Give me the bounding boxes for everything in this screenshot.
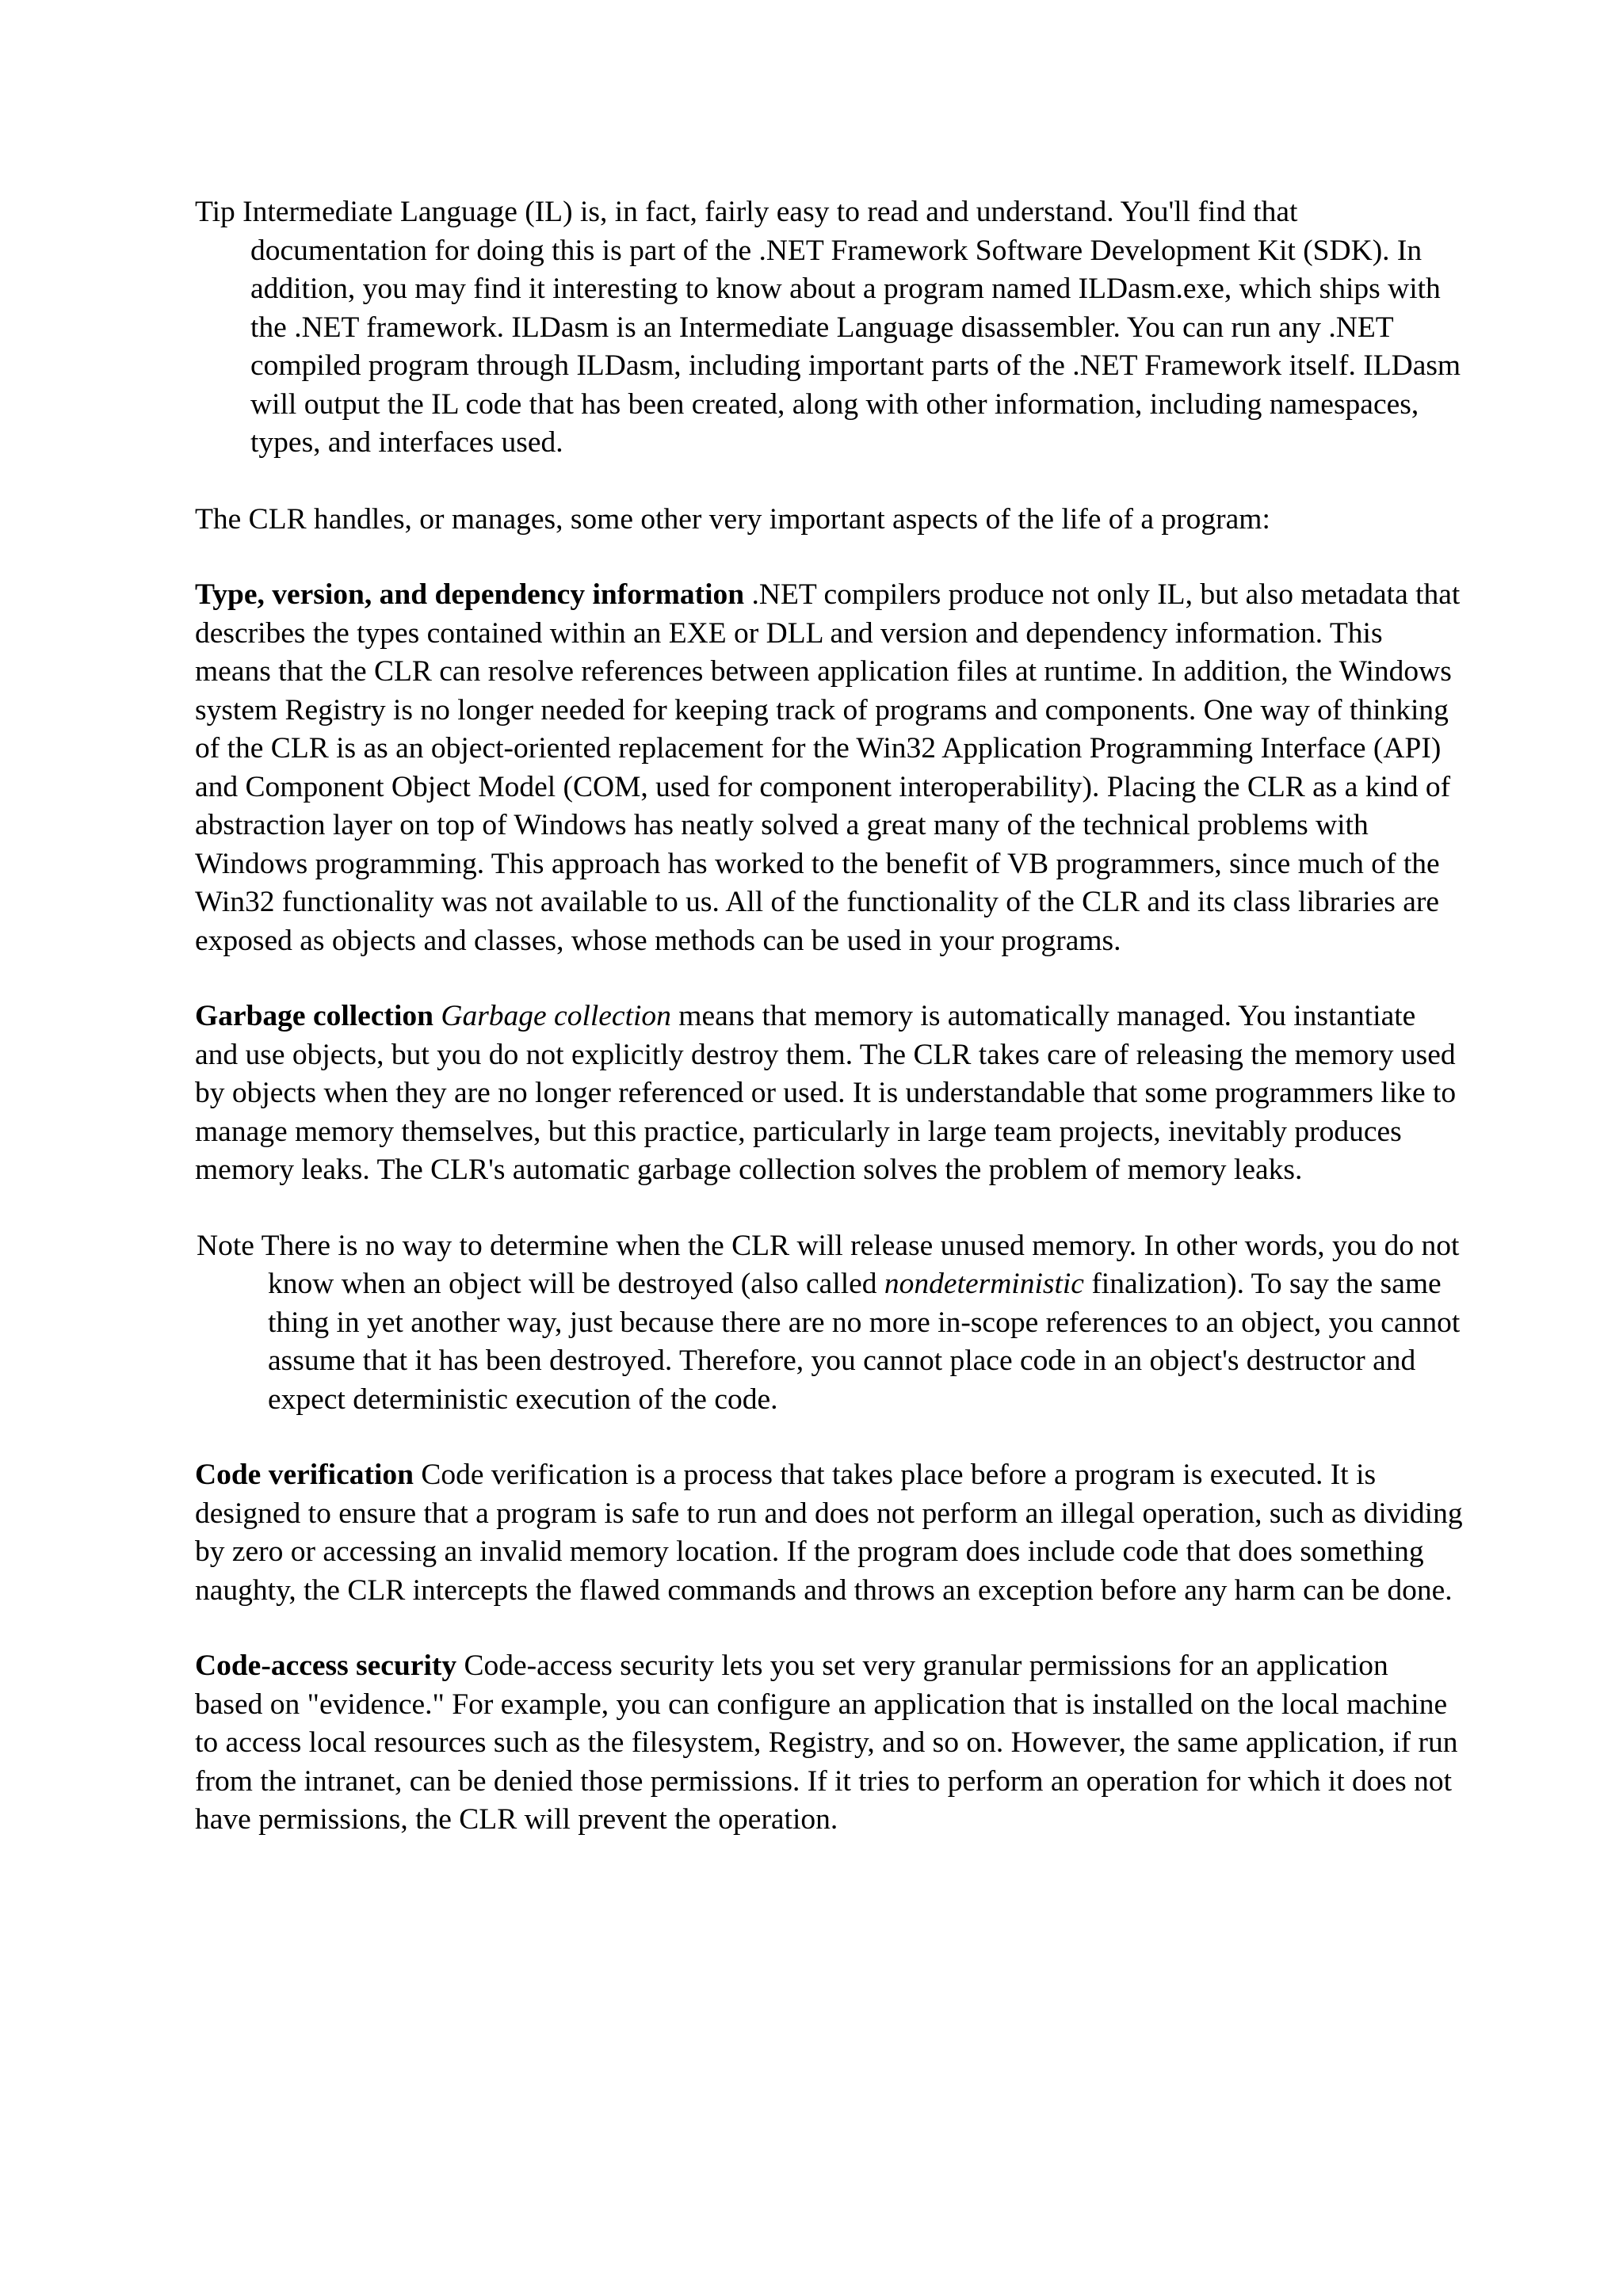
garbage-heading: Garbage collection: [195, 1000, 433, 1032]
document-page: [195, 193, 1463, 1840]
type-info-text: .NET compilers produce not only IL, but also metadata that describes the types contained within an EXE or DLL and version and dependency information. This means that the CLR can resolve references between application files at runtime. In addition, the Windows system Registry is no longer needed for keeping track of programs and components. One way of thinking of the CLR is as an object-oriented replacement for the Win32 Application Programming Interface (API) and Component Object Model (COM, used for component interoperability). Placing the CLR as a kind of abstraction layer on top of Windows has neatly solved a great many of the technical problems with Windows programming. This approach has worked to the benefit of VB programmers, since much of the Win32 functionality was not available to us. All of the functionality of the CLR and its class libraries are exposed as objects and classes, whose methods can be used in your programs.: [195, 578, 1461, 957]
garbage-text: means that memory is automatically managed. You instantiate and use objects, but you do not explicitly destroy them. The CLR takes care of releasing the memory used by objects when they are no longer referenced or used. It is understandable that some programmers like to manage memory themselves, but this practice, particularly in large team projects, inevitably produces memory leaks. The CLR's automatic garbage collection solves the problem of memory leaks.: [195, 1000, 1457, 1186]
type-info-paragraph: [195, 576, 1463, 960]
garbage-paragraph: [195, 997, 1463, 1190]
spacer: [195, 960, 1463, 997]
note-term: nondeterministic: [884, 1268, 1084, 1300]
spacer: [195, 1190, 1463, 1227]
tip-callout: [195, 193, 1463, 463]
spacer: [195, 463, 1463, 501]
security-heading: Code-access security: [195, 1650, 457, 1682]
spacer: [195, 1419, 1463, 1456]
tip-text: Intermediate Language (IL) is, in fact, fairly easy to read and understand. You'll find that documentation for doing this is part of the .NET Framework Software Development Kit (SDK). In addition, you may find it interesting to know about a program named ILDasm.exe, which ships with the .NET framework. ILDasm is an Intermediate Language disassembler. You can run any .NET compiled program through ILDasm, including important parts of the .NET Framework itself. ILDasm will output the IL code that has been created, along with other information, including namespaces, types, and interfaces used.: [242, 196, 1461, 459]
note-callout: [195, 1227, 1463, 1420]
security-paragraph: [195, 1647, 1463, 1840]
spacer: [195, 1610, 1463, 1647]
intro-paragraph: The CLR handles, or manages, some other very important aspects of the life of a program:: [195, 502, 1270, 536]
type-info-heading: Type, version, and dependency information: [195, 578, 745, 611]
note-text-after: finalization). To say the same thing in yet another way, just because there are no more in-scope references to an object, you cannot assume that it has been destroyed. Therefore, you cannot place code in an object's destructor and expect deterministic execution of the code.: [268, 1268, 1461, 1416]
note-text-before: There is no way to determine when the CLR will release unused memory. In other words, you do not know when an object will be destroyed (also called: [261, 1229, 1460, 1300]
tip-label: Tip: [195, 196, 235, 228]
security-text: Code-access security lets you set very granular permissions for an application based on "evidence." For example, you can configure an application that is installed on the local machine to access local resources such as the filesystem, Registry, and so on. However, the same application, if run from the intranet, can be denied those permissions. If it tries to perform an operation for which it does not have permissions, the CLR will prevent the operation.: [195, 1650, 1458, 1836]
garbage-term: Garbage collection: [441, 1000, 671, 1032]
verification-text: Code verification is a process that takes place before a program is executed. It is designed to ensure that a program is safe to run and does not perform an illegal operation, such as dividing by zero or accessing an invalid memory location. If the program does include code that does something naughty, the CLR intercepts the flawed commands and throws an exception before any harm can be done.: [195, 1459, 1463, 1607]
note-label: Note: [197, 1229, 254, 1262]
verification-paragraph: [195, 1456, 1463, 1610]
verification-heading: Code verification: [195, 1459, 414, 1491]
spacer: [195, 539, 1463, 576]
